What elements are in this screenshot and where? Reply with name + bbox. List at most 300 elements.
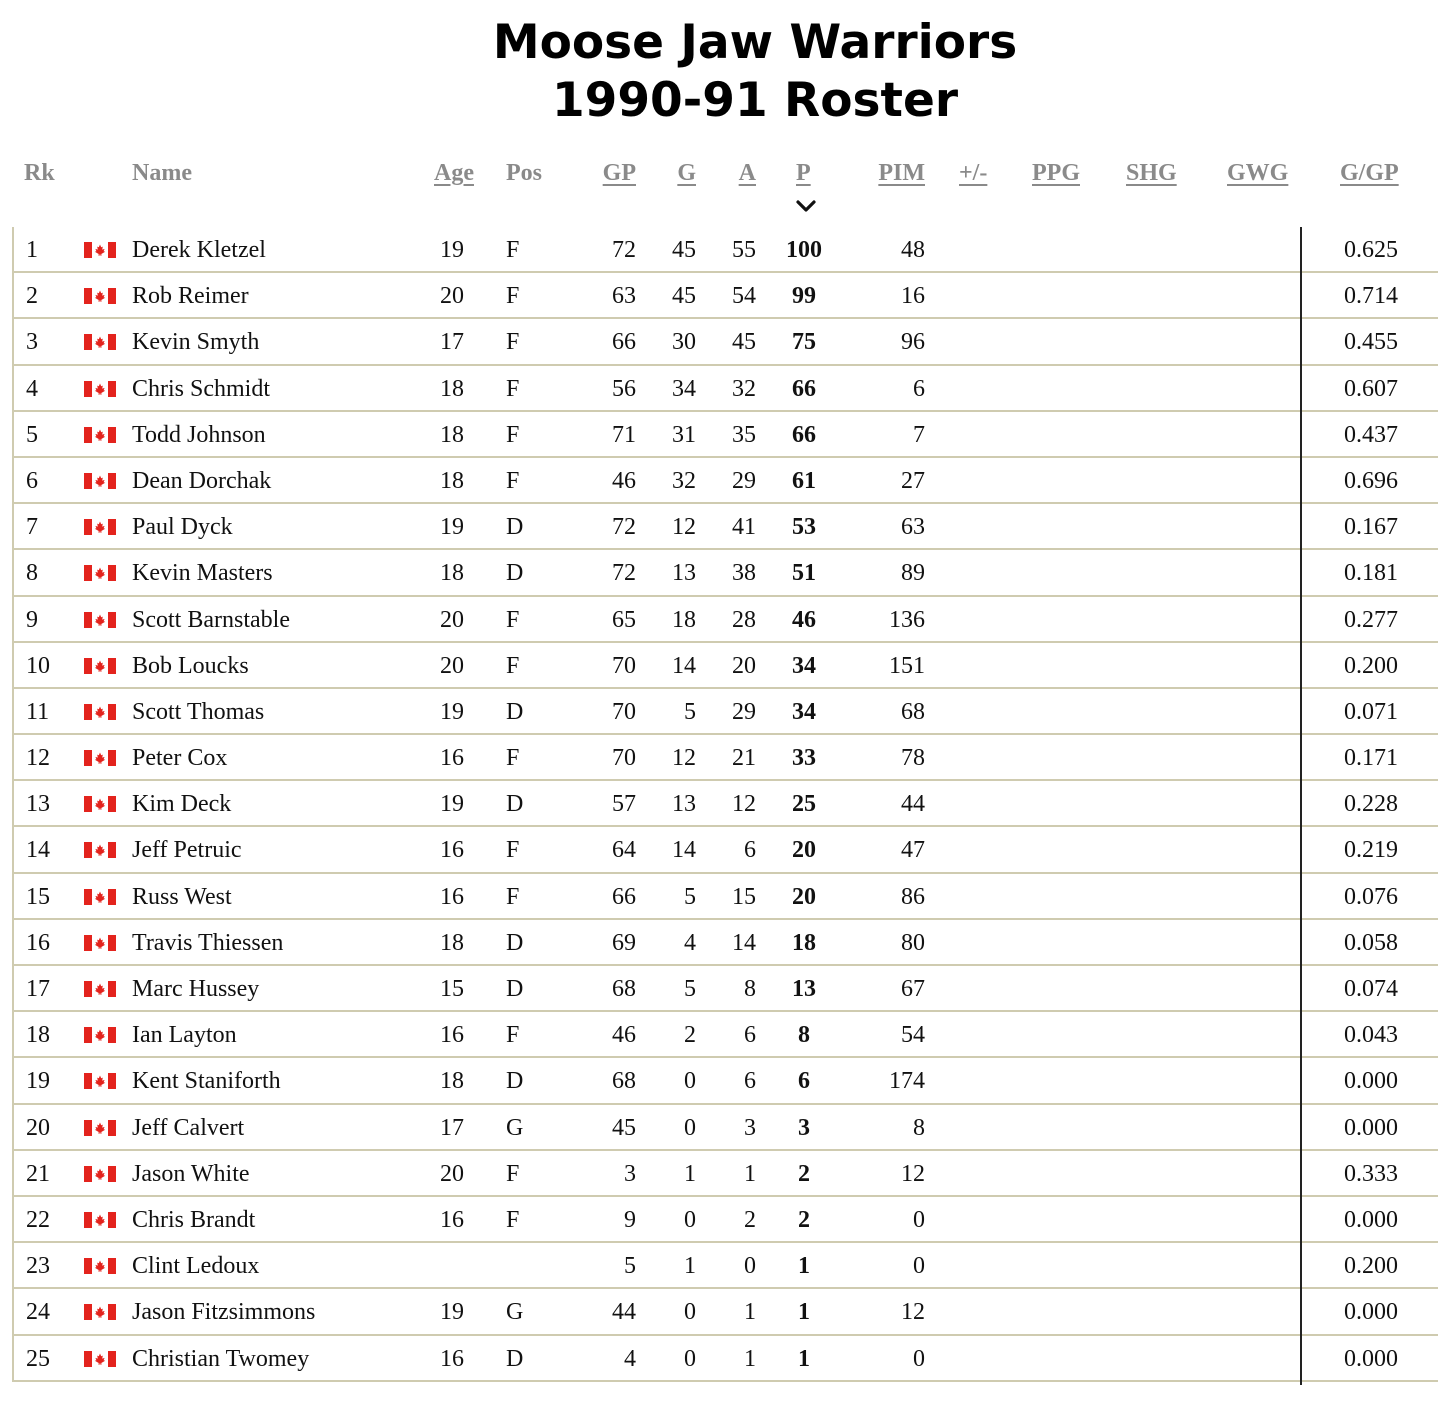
cell-assists: 12 [732,791,756,818]
cell-goals: 5 [684,698,696,725]
cell-pim: 80 [901,929,925,956]
table-row [0,1197,1450,1243]
cell-pim: 0 [913,1345,925,1372]
cell-rank: 11 [26,698,50,725]
cell-goals: 1 [684,1253,696,1280]
header-gwg[interactable]: GWG [1227,160,1289,186]
table-row [0,1105,1450,1151]
cell-pim: 12 [901,1299,925,1326]
cell-g-per-gp: 0.455 [1344,329,1398,356]
cell-goals: 0 [684,1299,696,1326]
canada-flag-icon [84,1073,116,1089]
cell-points: 53 [792,514,816,541]
canada-flag-icon [84,473,116,489]
cell-goals: 45 [672,237,696,263]
cell-age: 17 [440,1114,464,1141]
chevron-down-icon[interactable] [795,198,817,214]
cell-points: 34 [792,652,816,679]
canada-flag-icon [84,565,116,581]
cell-pos: D [506,514,524,541]
cell-assists: 2 [744,1206,756,1233]
cell-pim: 54 [901,1022,925,1049]
cell-gp: 64 [612,837,636,864]
cell-points: 2 [798,1206,810,1233]
cell-gp: 46 [612,1022,636,1049]
cell-points: 66 [792,375,816,402]
cell-goals: 0 [684,1114,696,1141]
cell-age: 18 [440,929,464,956]
cell-pos: F [506,237,520,263]
cell-pim: 78 [901,745,925,772]
cell-g-per-gp: 0.043 [1344,1022,1398,1049]
cell-points: 1 [798,1299,810,1326]
cell-points: 13 [792,976,816,1002]
cell-age: 18 [440,1068,464,1095]
canada-flag-icon [84,288,116,304]
table-row [0,1336,1450,1382]
cell-g-per-gp: 0.714 [1344,283,1398,310]
cell-pos: D [506,1345,524,1372]
cell-assists: 0 [744,1253,756,1280]
table-row [0,366,1450,412]
header-plus-minus[interactable]: +/- [959,160,988,186]
cell-rank: 14 [26,837,50,864]
cell-age: 16 [440,1206,464,1233]
cell-goals: 13 [672,791,696,818]
cell-points: 46 [792,606,816,633]
canada-flag-icon [84,427,116,443]
cell-gp: 70 [612,698,636,725]
cell-gp: 68 [612,1068,636,1095]
canada-flag-icon [84,612,116,628]
cell-goals: 12 [672,745,696,772]
canada-flag-icon [84,1212,116,1228]
table-row [0,1289,1450,1335]
cell-g-per-gp: 0.071 [1344,698,1398,725]
canada-flag-icon [84,1258,116,1274]
cell-goals: 32 [672,467,696,494]
cell-pim: 86 [901,883,925,910]
cell-age [414,1243,464,1287]
cell-points: 8 [798,1022,810,1049]
cell-rank: 3 [26,329,38,356]
cell-gp: 66 [612,883,636,910]
table-row [0,504,1450,550]
cell-name: Kevin Masters [132,560,273,587]
cell-goals: 5 [684,976,696,1002]
cell-pos: F [506,1022,520,1049]
cell-gp: 56 [612,375,636,402]
cell-gp: 5 [624,1253,636,1280]
table-row [0,781,1450,827]
cell-age: 19 [440,791,464,818]
cell-age: 20 [440,283,464,310]
cell-points: 75 [792,329,816,356]
canada-flag-icon [84,1120,116,1136]
team-title: Moose Jaw Warriors [492,15,1018,70]
cell-pos: F [506,745,520,772]
cell-rank: 22 [26,1206,50,1233]
cell-gp: 44 [612,1299,636,1326]
cell-points: 1 [798,1345,810,1372]
table-row [0,227,1450,273]
cell-pos: G [506,1299,524,1326]
cell-pos: F [506,606,520,633]
cell-age: 16 [440,745,464,772]
cell-goals: 0 [684,1068,696,1095]
cell-assists: 14 [732,929,756,956]
cell-g-per-gp: 0.181 [1344,560,1398,587]
canada-flag-icon [84,1166,116,1182]
cell-pos: D [506,929,524,956]
canada-flag-icon [84,381,116,397]
cell-assists: 15 [732,883,756,910]
canada-flag-icon [84,242,116,258]
cell-pim: 8 [913,1114,925,1141]
cell-age: 20 [440,1160,464,1187]
cell-rank: 13 [26,791,50,818]
cell-goals: 2 [684,1022,696,1049]
cell-pos: D [506,698,524,725]
table-row [0,319,1450,365]
cell-name: Jason Fitzsimmons [132,1299,316,1326]
cell-goals: 0 [684,1206,696,1233]
header-ppg[interactable]: PPG [1032,160,1080,186]
canada-flag-icon [84,750,116,766]
cell-rank: 7 [26,514,38,541]
cell-pos: D [506,791,524,818]
cell-g-per-gp: 0.228 [1344,791,1398,818]
cell-rank: 23 [26,1253,50,1280]
cell-assists: 1 [744,1299,756,1326]
table-row [0,1243,1450,1289]
cell-name: Russ West [132,883,232,910]
cell-pim: 48 [901,237,925,263]
cell-goals: 45 [672,283,696,310]
cell-gp: 72 [612,237,636,263]
cell-pim: 174 [889,1068,925,1095]
cell-name: Derek Kletzel [132,237,266,263]
cell-gp: 66 [612,329,636,356]
cell-gp: 3 [624,1160,636,1187]
cell-rank: 6 [26,467,38,494]
roster-table-body [0,227,1450,1382]
cell-points: 100 [786,237,822,263]
cell-age: 19 [440,1299,464,1326]
cell-points: 25 [792,791,816,818]
cell-pos: F [506,1160,520,1187]
table-row [0,1012,1450,1058]
cell-g-per-gp: 0.333 [1344,1160,1398,1187]
cell-points: 1 [798,1253,810,1280]
cell-age: 16 [440,837,464,864]
cell-name: Marc Hussey [132,976,260,1002]
cell-gp: 70 [612,652,636,679]
cell-pim: 44 [901,791,925,818]
cell-points: 33 [792,745,816,772]
cell-assists: 1 [744,1345,756,1372]
header-gp[interactable]: GP [602,160,636,186]
header-g-per-gp[interactable]: G/GP [1340,160,1399,186]
canada-flag-icon [84,889,116,905]
cell-pos: F [506,883,520,910]
column-divider [1300,227,1302,1385]
table-row [0,550,1450,596]
cell-points: 34 [792,698,816,725]
cell-g-per-gp: 0.000 [1344,1068,1398,1095]
canada-flag-icon [84,935,116,951]
cell-pim: 63 [901,514,925,541]
cell-pos: D [506,976,524,1002]
table-row [0,874,1450,920]
table-row [0,643,1450,689]
cell-pos: F [506,283,520,310]
cell-assists: 55 [732,237,756,263]
cell-points: 99 [792,283,816,310]
cell-rank: 21 [26,1160,50,1187]
cell-g-per-gp: 0.000 [1344,1345,1398,1372]
canada-flag-icon [84,334,116,350]
cell-goals: 31 [672,421,696,448]
cell-goals: 13 [672,560,696,587]
cell-name: Kim Deck [132,791,232,818]
cell-g-per-gp: 0.076 [1344,883,1398,910]
cell-goals: 5 [684,883,696,910]
cell-assists: 45 [732,329,756,356]
cell-g-per-gp: 0.200 [1344,652,1398,679]
cell-pim: 68 [901,698,925,725]
cell-rank: 15 [26,883,50,910]
header-name: Name [132,160,192,186]
table-row [0,597,1450,643]
cell-gp: 63 [612,283,636,310]
canada-flag-icon [84,1304,116,1320]
cell-gp: 65 [612,606,636,633]
cell-assists: 38 [732,560,756,587]
cell-pos [506,1243,546,1287]
cell-pos: F [506,1206,520,1233]
cell-pim: 96 [901,329,925,356]
cell-age: 19 [440,514,464,541]
canada-flag-icon [84,981,116,997]
cell-pim: 27 [901,467,925,494]
cell-gp: 57 [612,791,636,818]
cell-name: Jason White [132,1160,250,1187]
cell-age: 18 [440,560,464,587]
cell-pos: F [506,375,520,402]
table-row [0,273,1450,319]
cell-gp: 9 [624,1206,636,1233]
header-a[interactable]: A [738,160,756,186]
cell-goals: 12 [672,514,696,541]
cell-pim: 0 [913,1253,925,1280]
cell-goals: 14 [672,652,696,679]
cell-age: 19 [440,698,464,725]
cell-rank: 20 [26,1114,50,1141]
cell-pos: G [506,1114,524,1141]
table-row [0,412,1450,458]
cell-name: Kent Staniforth [132,1068,281,1095]
cell-name: Scott Thomas [132,698,265,725]
cell-name: Todd Johnson [132,421,266,448]
cell-g-per-gp: 0.171 [1344,745,1398,772]
canada-flag-icon [84,1351,116,1367]
cell-age: 16 [440,883,464,910]
cell-pim: 67 [901,976,925,1002]
cell-goals: 0 [684,1345,696,1372]
cell-g-per-gp: 0.437 [1344,421,1398,448]
cell-gp: 68 [612,976,636,1002]
cell-assists: 41 [732,514,756,541]
cell-points: 20 [792,883,816,910]
cell-points: 2 [798,1160,810,1187]
cell-rank: 8 [26,560,38,587]
cell-pos: D [506,1068,524,1095]
table-row [0,458,1450,504]
canada-flag-icon [84,796,116,812]
cell-name: Scott Barnstable [132,606,290,633]
cell-rank: 4 [26,375,38,402]
cell-name: Dean Dorchak [132,467,272,494]
table-row [0,827,1450,873]
table-row [0,735,1450,781]
table-row [0,920,1450,966]
header-age[interactable]: Age [434,160,474,186]
cell-pos: F [506,329,520,356]
cell-gp: 4 [624,1345,636,1372]
cell-age: 18 [440,375,464,402]
cell-name: Christian Twomey [132,1345,310,1372]
cell-g-per-gp: 0.000 [1344,1206,1398,1233]
cell-assists: 6 [744,1068,756,1095]
table-row [0,689,1450,735]
season-title: 1990-91 Roster [551,73,959,128]
table-row [0,1151,1450,1197]
cell-goals: 1 [684,1160,696,1187]
cell-pos: F [506,652,520,679]
cell-gp: 45 [612,1114,636,1141]
cell-goals: 4 [684,929,696,956]
cell-gp: 72 [612,514,636,541]
cell-rank: 18 [26,1022,50,1049]
cell-g-per-gp: 0.058 [1344,929,1398,956]
cell-assists: 6 [744,1022,756,1049]
cell-g-per-gp: 0.696 [1344,467,1398,494]
cell-rank: 1 [26,237,38,263]
table-row [0,1058,1450,1104]
table-row [0,966,1450,1012]
cell-points: 61 [792,467,816,494]
cell-age: 16 [440,1022,464,1049]
cell-assists: 21 [732,745,756,772]
page-title [0,14,1450,130]
cell-rank: 2 [26,283,38,310]
cell-age: 18 [440,421,464,448]
cell-goals: 14 [672,837,696,864]
cell-pim: 151 [889,652,925,679]
cell-points: 20 [792,837,816,864]
cell-assists: 32 [732,375,756,402]
cell-g-per-gp: 0.167 [1344,514,1398,541]
cell-name: Paul Dyck [132,514,233,541]
cell-name: Peter Cox [132,745,228,772]
header-g[interactable]: G [677,160,696,186]
cell-age: 15 [440,976,464,1002]
cell-name: Kevin Smyth [132,329,260,356]
cell-gp: 71 [612,421,636,448]
cell-assists: 29 [732,467,756,494]
cell-name: Jeff Petruic [132,837,242,864]
cell-name: Rob Reimer [132,283,249,310]
cell-name: Chris Schmidt [132,375,271,402]
cell-gp: 70 [612,745,636,772]
cell-assists: 28 [732,606,756,633]
cell-assists: 29 [732,698,756,725]
cell-pim: 136 [889,606,925,633]
cell-name: Jeff Calvert [132,1114,245,1141]
cell-g-per-gp: 0.000 [1344,1299,1398,1326]
cell-name: Chris Brandt [132,1206,256,1233]
cell-age: 20 [440,652,464,679]
canada-flag-icon [84,842,116,858]
canada-flag-icon [84,658,116,674]
cell-pim: 47 [901,837,925,864]
cell-age: 16 [440,1345,464,1372]
cell-pos: F [506,837,520,864]
canada-flag-icon [84,1027,116,1043]
cell-age: 19 [440,237,464,263]
cell-name: Ian Layton [132,1022,237,1049]
cell-rank: 16 [26,929,50,956]
cell-g-per-gp: 0.607 [1344,375,1398,402]
header-pos: Pos [506,160,542,186]
cell-gp: 46 [612,467,636,494]
cell-pim: 16 [901,283,925,310]
header-pim[interactable]: PIM [878,160,925,186]
cell-goals: 30 [672,329,696,356]
cell-pim: 89 [901,560,925,587]
header-p[interactable]: P [796,160,811,186]
header-shg[interactable]: SHG [1126,160,1177,186]
cell-age: 17 [440,329,464,356]
cell-rank: 24 [26,1299,50,1326]
cell-name: Clint Ledoux [132,1253,260,1280]
cell-rank: 10 [26,652,50,679]
header-rk: Rk [24,160,55,186]
cell-points: 66 [792,421,816,448]
cell-g-per-gp: 0.219 [1344,837,1398,864]
cell-pim: 0 [913,1206,925,1233]
cell-assists: 8 [744,976,756,1002]
cell-assists: 54 [732,283,756,310]
cell-name: Bob Loucks [132,652,249,679]
cell-rank: 9 [26,606,38,633]
cell-points: 6 [798,1068,810,1095]
canada-flag-icon [84,519,116,535]
cell-pos: F [506,467,520,494]
cell-rank: 25 [26,1345,50,1372]
cell-rank: 12 [26,745,50,772]
cell-assists: 6 [744,837,756,864]
cell-g-per-gp: 0.000 [1344,1114,1398,1141]
cell-assists: 3 [744,1114,756,1141]
cell-name: Travis Thiessen [132,929,284,956]
cell-pos: D [506,560,524,587]
cell-points: 51 [792,560,816,587]
cell-goals: 34 [672,375,696,402]
cell-g-per-gp: 0.074 [1344,976,1398,1002]
cell-pos: F [506,421,520,448]
